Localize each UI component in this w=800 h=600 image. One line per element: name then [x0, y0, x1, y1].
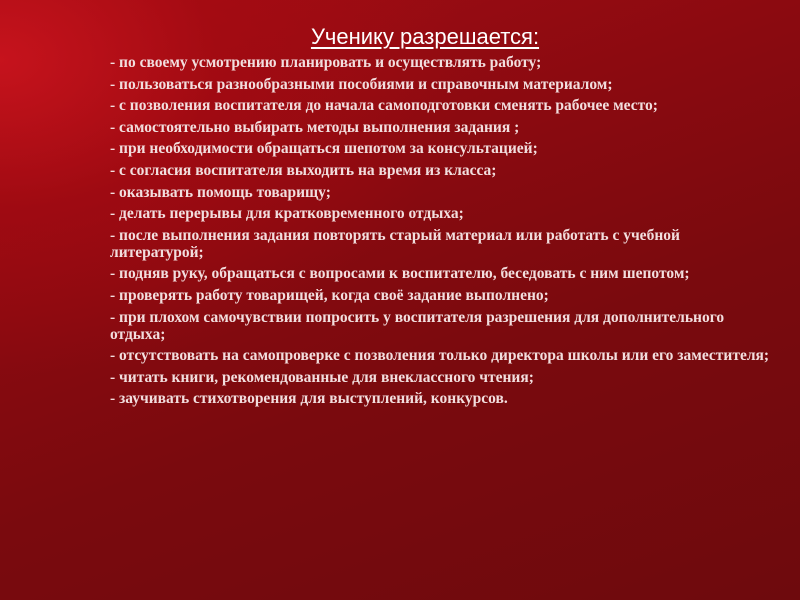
list-item: - делать перерывы для кратковременного отдыха; [110, 205, 464, 223]
list-item: - читать книги, рекомендованные для внеклассного чтения; [110, 368, 534, 386]
list-item: - пользоваться разнообразными пособиями и справочным материалом; [110, 75, 613, 93]
list-item: - после выполнения задания повторять старый материал или работать с учебной литературой; [110, 226, 680, 261]
rules-list [110, 54, 770, 407]
list-item: - отсутствовать на самопроверке с позволения только директора школы или его заместителя; [110, 347, 770, 365]
list-item: - с согласия воспитателя выходить на время из класса; [110, 161, 497, 179]
list-item: - по своему усмотрению планировать и осуществлять работу; [110, 54, 542, 71]
list-item: - проверять работу товарищей, когда своё задание выполнено; [110, 286, 549, 304]
slide-title: Ученику разрешается: [310, 24, 540, 49]
list-item: - самостоятельно выбирать методы выполнения задания ; [110, 118, 520, 136]
list-item: - оказывать помощь товарищу; [110, 183, 331, 201]
list-item: - при плохом самочувствии попросить у воспитателя разрешения для дополнительного отдыха; [110, 308, 725, 343]
list-item: - подняв руку, обращаться с вопросами к воспитателю, беседовать с ним шепотом; [110, 265, 690, 283]
list-item: - заучивать стихотворения для выступлений, конкурсов. [110, 390, 508, 408]
list-item: - при необходимости обращаться шепотом за консультацией; [110, 140, 538, 158]
list-item: - с позволения воспитателя до начала самоподготовки сменять рабочее место; [110, 97, 658, 115]
